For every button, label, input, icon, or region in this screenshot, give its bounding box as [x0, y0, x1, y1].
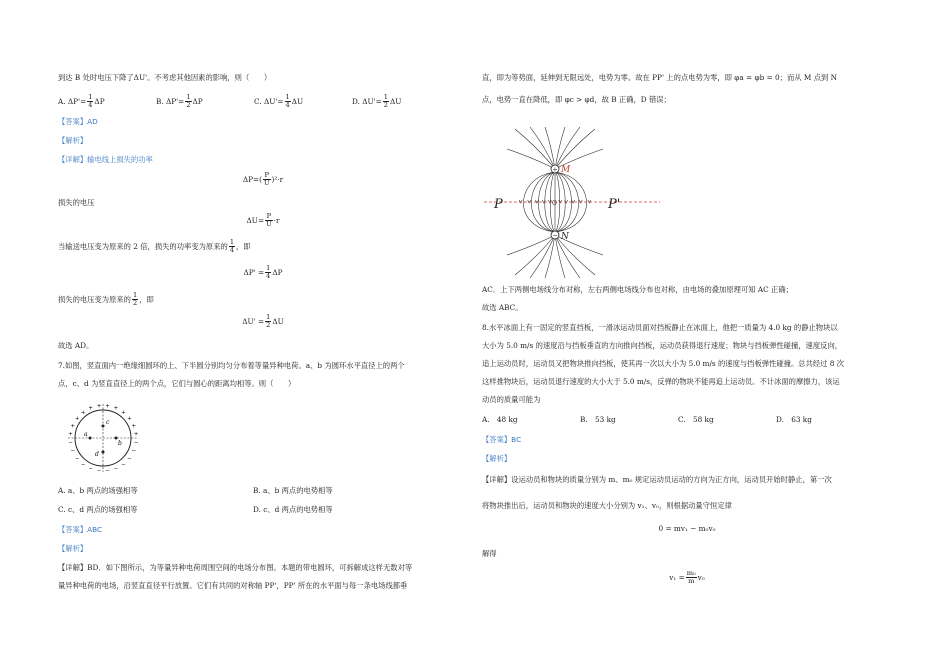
ring-plus-charge: +: [74, 415, 80, 422]
q6-option-c: C. ΔU'= $\frac{1}{4}$ ΔU: [254, 93, 304, 110]
q7-conclusion: 故选 ABC。: [482, 303, 523, 312]
field-line: [515, 235, 555, 275]
field-arrow: [519, 200, 522, 203]
svg-text:−: −: [552, 231, 559, 240]
q6-equation-3: ΔP' = $\frac{1}{4}$ ΔP: [243, 264, 283, 281]
point-c-label: c: [106, 419, 110, 426]
point-p-prime-label: P': [608, 197, 621, 212]
point-p-label: P: [494, 197, 503, 212]
ring-minus-charge: −: [74, 456, 80, 463]
q8-analysis-heading: 【解析】: [482, 454, 512, 463]
q8-detail-2: 将物块推出后，运动员和物块的速度大小分别为 v₁、v₀，则根据动量守恒定律: [482, 501, 732, 510]
field-line: [507, 235, 555, 255]
field-arrow: [528, 200, 531, 203]
field-line: [545, 235, 555, 278]
ring-minus-charge: −: [113, 466, 119, 473]
field-line: [555, 129, 595, 169]
q6-detail-1: 【详解】输电线上损失的功率: [58, 155, 153, 164]
q6-detail-2: 损失的电压: [58, 198, 95, 207]
ring-minus-charge: −: [121, 462, 126, 469]
field-arrow: [572, 200, 575, 203]
q8-equation-2: v₁ = $\frac{\text{m₀}}{m}$ v₀: [669, 569, 705, 586]
ring-plus-charge: +: [113, 405, 119, 412]
q6-conclusion: 故选 AD。: [58, 341, 94, 350]
q6-option-a: A. ΔP'= $\frac{1}{4}$ ΔP: [58, 93, 105, 110]
q8-option-a: A. 48 kg: [482, 415, 518, 424]
q6-equation-2: ΔU= $\frac{P}{U}$ ·r: [246, 212, 280, 229]
ring-minus-charge: −: [96, 468, 102, 475]
q7-option-c: C. c、d 两点的场强相等: [58, 505, 138, 514]
charged-ring-figure: [58, 396, 148, 476]
q8-stem-line-4: 这样推物块后，运动员退行速度的大小大于 5.0 m/s，反弹的物块不能再追上运动员。不计冰面的摩擦力，该运: [482, 377, 840, 386]
dipole-field-figure: [482, 125, 662, 280]
q7-ac-explanation: AC．上下两侧电场线分布对称，左右两侧电场线分布也对称，由电场的叠加原理可知 AC 正确；: [482, 285, 793, 294]
ring-minus-charge: −: [131, 448, 137, 455]
point-n-label: N: [561, 232, 569, 242]
field-line: [530, 235, 555, 278]
field-arrow: [535, 200, 538, 203]
ring-plus-charge: +: [88, 405, 93, 412]
q7-detail-2: 量异种电荷的电场，沿竖直直径平行放置。它们有共同的对称轴 PP'，PP' 所在的水平面与每一条电场线都垂: [58, 581, 408, 590]
q6-tail-text: 到达 B 处时电压下降了ΔU'。不考虑其他因素的影响，则（ ）: [58, 73, 272, 82]
q8-stem-line-1: 8.水平冰面上有一固定的竖直挡板，一滑冰运动员面对挡板静止在冰面上，他把一质量为 4.0 kg 的静止物块以: [482, 323, 838, 332]
q8-stem-line-5: 动员的质量可能为: [482, 395, 541, 404]
q7-stem-line-2: 点，c、d 为竖直直径上的两个点，它们与圆心的距离均相等。则（ ）: [58, 379, 296, 388]
point-a-label: a: [84, 431, 88, 438]
q7-continued-2: 点，电势一直在降低，即 φc > φd，故 B 正确，D 错误；: [482, 95, 671, 104]
ring-plus-charge: +: [133, 431, 139, 438]
q7-analysis-heading: 【解析】: [58, 544, 88, 553]
q7-stem-line-1: 7.如图，竖直面内一绝缘细圆环的上、下半圆分别均匀分布着等量异种电荷。a、b 为圆环水平直径上的两个: [58, 361, 405, 370]
q7-option-d: D. c、d 两点的电势相等: [253, 505, 333, 514]
ring-minus-charge: −: [70, 448, 76, 455]
ring-minus-charge: −: [105, 468, 110, 475]
point-d-label: d: [95, 451, 99, 458]
q8-stem-line-3: 追上运动员时，运动员又把物块推向挡板，使其再一次以大小为 5.0 m/s 的速度与挡板弹性碰撞。总共经过 8 次: [482, 359, 845, 368]
field-arrow: [588, 200, 591, 203]
ring-plus-charge: +: [80, 409, 86, 416]
q7-option-b: B. a、b 两点的电势相等: [253, 486, 333, 495]
q8-answer: 【答案】BC: [482, 435, 522, 444]
svg-text:+: +: [552, 165, 558, 174]
q8-detail-1: 【详解】设运动员和物块的质量分别为 m、m₀ 规定运动员运动的方向为正方向，运动员开始时静止，第一次: [482, 475, 832, 484]
q6-analysis-heading: 【解析】: [58, 136, 88, 145]
field-line: [515, 129, 555, 169]
q6-detail-3: 当输送电压变为原来的 2 倍，损失的功率变为原来的 $\frac{1}{4}$ ，即: [58, 238, 251, 255]
point-b-label: b: [118, 440, 122, 447]
ring-plus-charge: +: [131, 423, 137, 430]
ring-plus-charge: +: [105, 403, 110, 410]
field-line: [507, 149, 555, 169]
q6-option-b: B. ΔP'= $\frac{1}{2}$ ΔP: [156, 93, 203, 110]
ring-plus-charge: +: [68, 431, 73, 438]
ring-minus-charge: −: [127, 456, 132, 463]
q6-equation-1: ΔP=( $\frac{P}{U}$ )²·r: [242, 171, 284, 188]
ring-plus-charge: +: [127, 415, 132, 422]
q8-option-c: C. 58 kg: [678, 415, 714, 424]
q6-answer: 【答案】AD: [58, 117, 98, 126]
q6-detail-4: 损失的电压变为原来的 $\frac{1}{2}$ ，即: [58, 291, 154, 308]
ring-minus-charge: −: [88, 466, 93, 473]
point-o-label: O: [552, 200, 557, 207]
ring-minus-charge: −: [133, 440, 139, 447]
left-column: [58, 0, 478, 672]
ring-plus-charge: +: [96, 403, 102, 410]
right-column: [482, 0, 902, 672]
ring-minus-charge: −: [80, 462, 86, 469]
q7-answer: 【答案】ABC: [58, 525, 103, 534]
q7-detail-1: 【详解】BD．如下图所示，为等量异种电荷周围空间的电场分布图。本题的带电圆环，可拆解成这样无数对等: [58, 563, 413, 572]
field-arrow: [559, 200, 562, 203]
q8-equation-1: 0 = mv₁ − m₀v₀: [658, 524, 716, 533]
field-arrow: [579, 200, 582, 203]
ring-plus-charge: +: [70, 423, 76, 430]
q6-equation-4: ΔU' = $\frac{1}{2}$ ΔU: [242, 313, 284, 330]
q8-option-b: B. 53 kg: [580, 415, 616, 424]
point-m-label: M: [561, 165, 571, 175]
q8-option-d: D. 63 kg: [776, 415, 812, 424]
q8-stem-line-2: 大小为 5.0 m/s 的速度沿与挡板垂直的方向推向挡板，运动员获得退行速度；物块与挡板弹性碰撞，速度反向，: [482, 341, 843, 350]
ring-minus-charge: −: [68, 440, 73, 447]
q6-option-d: D. ΔU'= $\frac{1}{2}$ ΔU: [352, 93, 402, 110]
q8-solve-text: 解得: [482, 549, 497, 558]
q7-continued-1: 直，即为等势面，延伸到无限远处，电势为零。故在 PP' 上的点电势为零，即 φa = φb = 0；而从 M 点到 N: [482, 73, 837, 82]
ring-plus-charge: +: [121, 409, 126, 416]
q7-option-a: A. a、b 两点的场强相等: [58, 486, 138, 495]
field-arrow: [548, 200, 551, 203]
